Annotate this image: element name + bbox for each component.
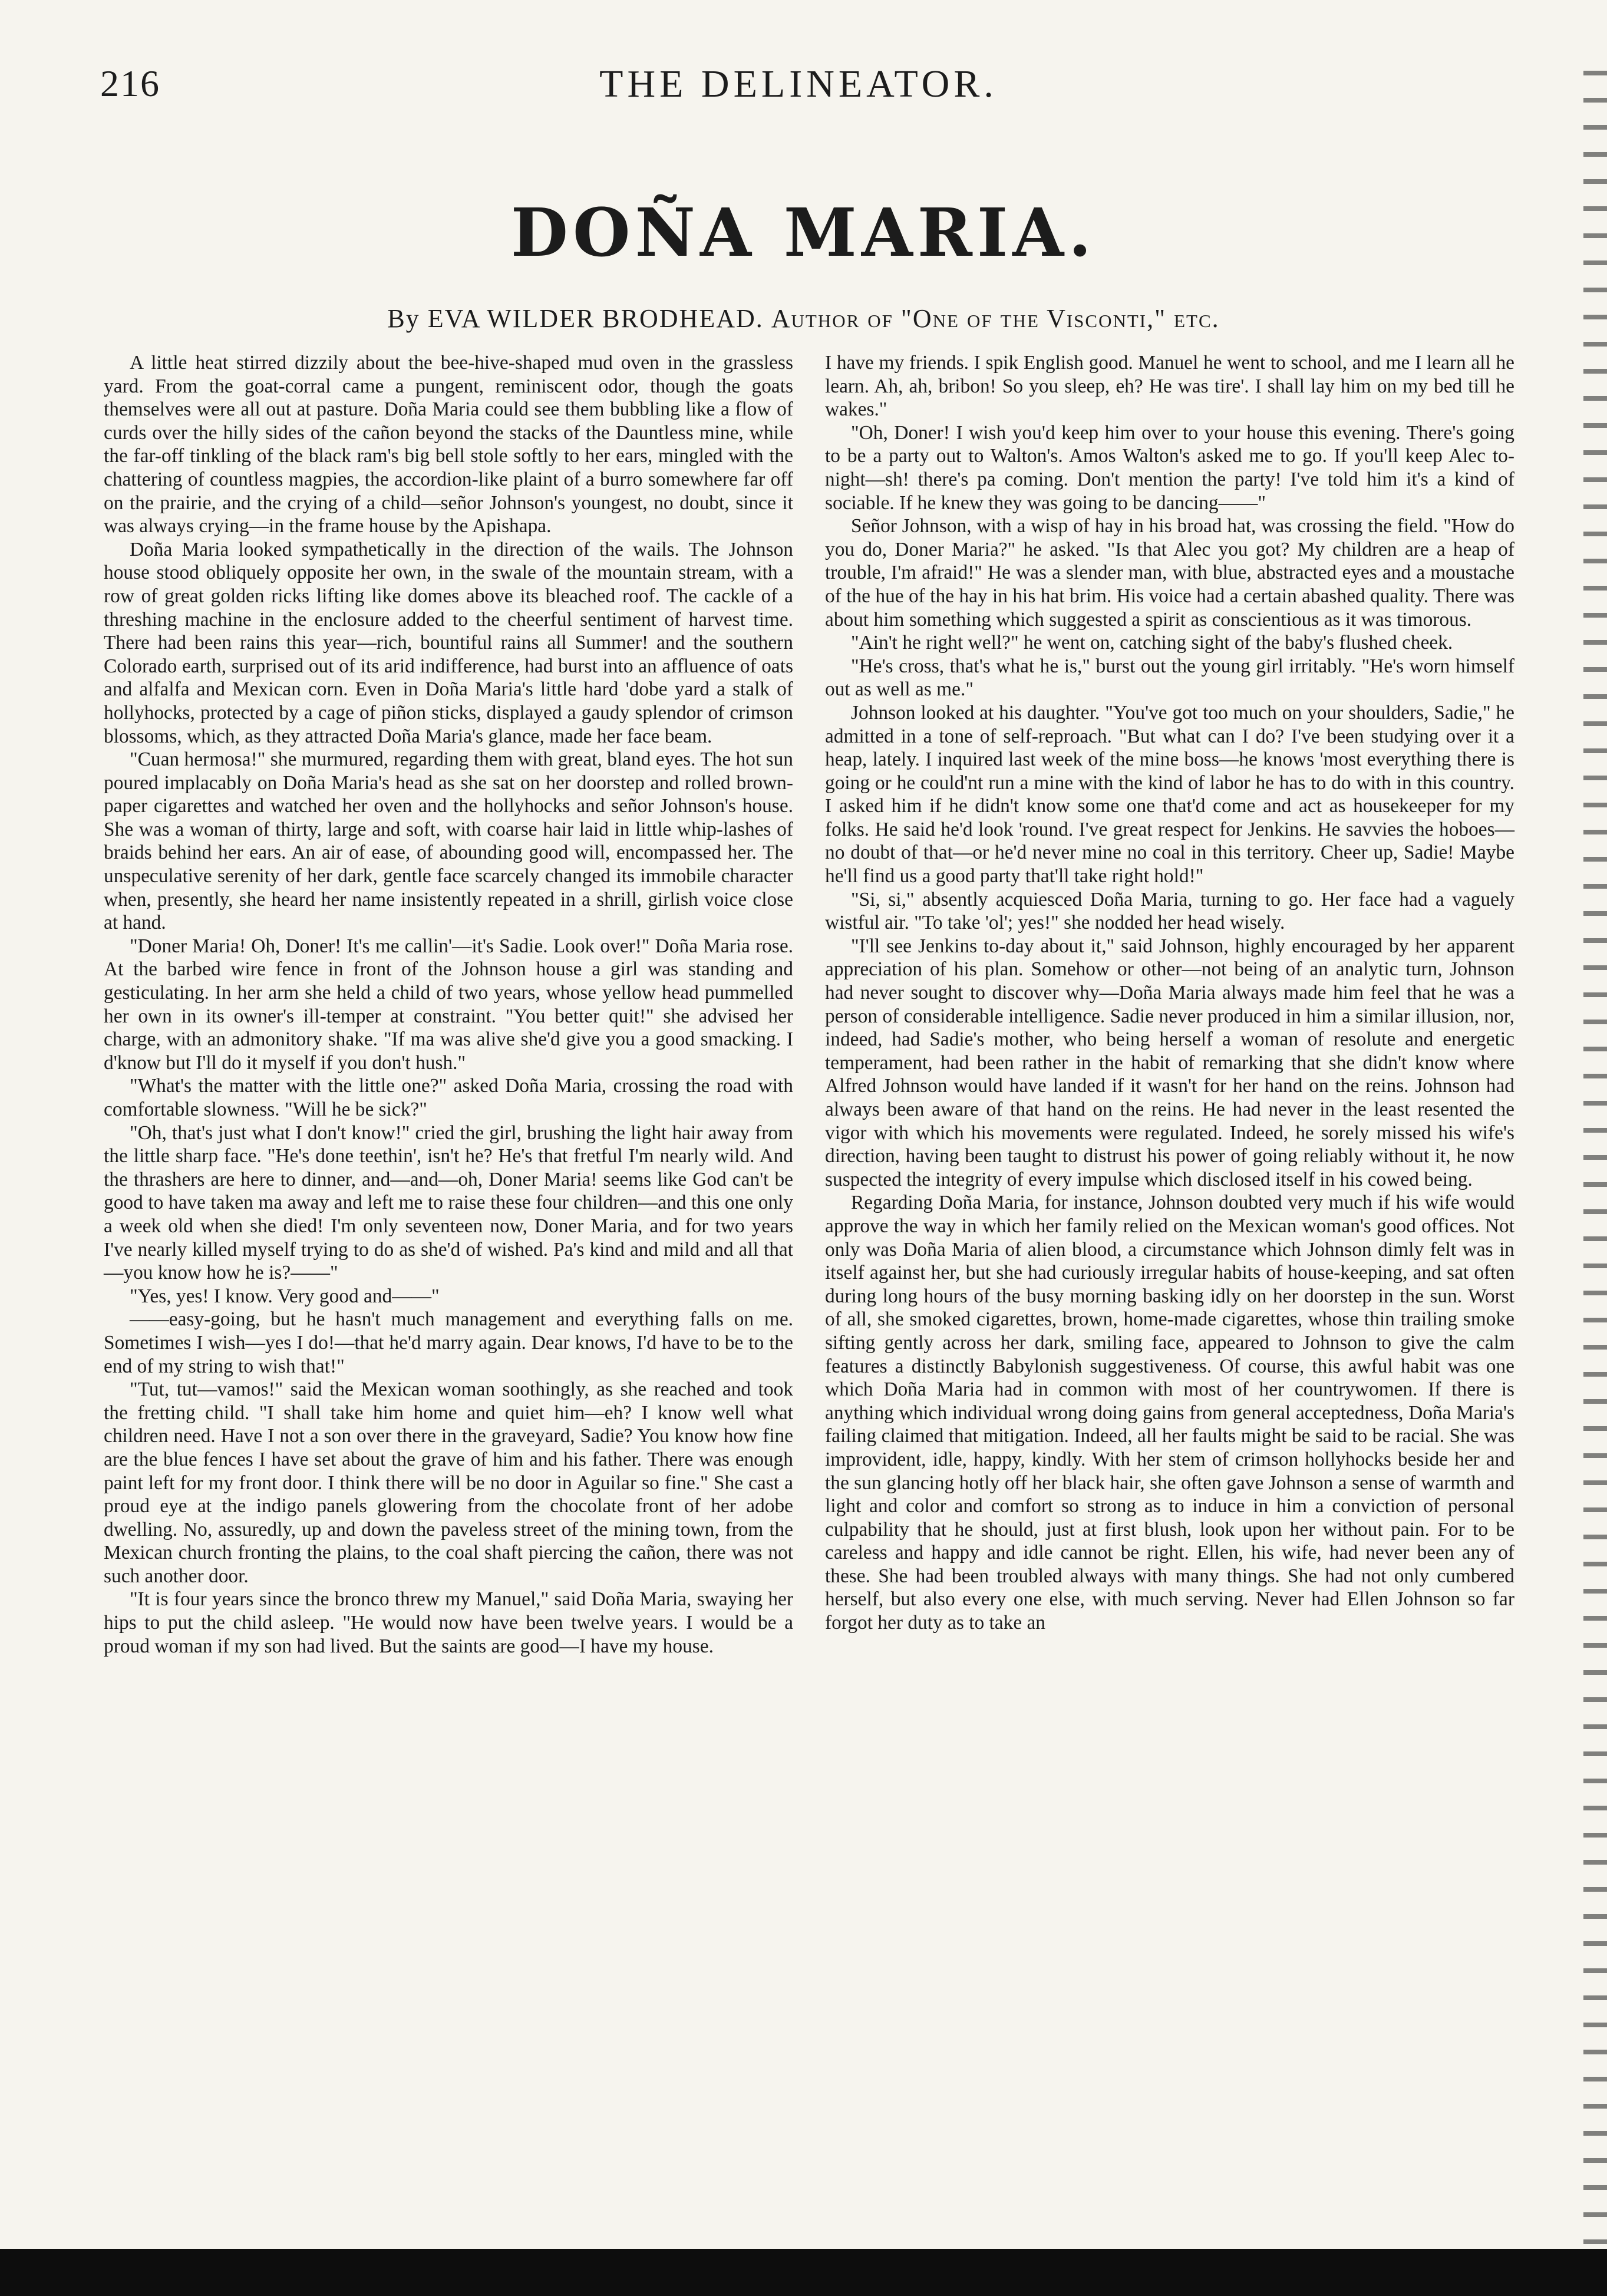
paragraph: "Doner Maria! Oh, Doner! It's me callin'—it's Sadie. Look over!" Doña Maria rose. At the barbed wire fence in front of the Johnson house a girl was standing and gesticulating. In her arm she held a child of two years, whose yellow head pummelled her own in its owner's ill-temper at constraint. "You better quit!" she advised her charge, with an admonitory shake. "If ma was alive she'd give you a good smacking. I d'know but I'll do it myself if you don't hush." xyxy=(104,935,793,1074)
scan-edge-marks xyxy=(1583,71,1607,2251)
scan-bottom-band xyxy=(0,2249,1607,2296)
paragraph: Johnson looked at his daughter. "You've got too much on your shoulders, Sadie," he admitted in a tone of self-reproach. "But what can I do? I've been studying over it a heap, lately. I inquired last week of the mine boss—he knows 'most everything there is going or he could'nt run a mine with the kind of labor he has to do with in this country. I asked him if he didn't know some one that'd come and act as housekeeper for my folks. He said he'd look 'round. I've great respect for Jenkins. He savvies the hoboes—no doubt of that—or he'd never mine no coal in this territory. Cheer up, Sadie! Maybe he'll find us a good party that'll take right hold!" xyxy=(825,701,1514,888)
paragraph: "He's cross, that's what he is," burst out the young girl irritably. "He's worn himself out as well as me." xyxy=(825,655,1514,701)
paragraph: ——easy-going, but he hasn't much management and everything falls on me. Sometimes I wish—yes I do!—that he'd marry again. Dear knows, I'd have to be to the end of my string to wish that!" xyxy=(104,1308,793,1377)
paragraph: "What's the matter with the little one?" asked Doña Maria, crossing the road with comfortable slowness. "Will he be sick?" xyxy=(104,1075,793,1120)
paragraph: "Ain't he right well?" he went on, catching sight of the baby's flushed cheek. xyxy=(851,632,1453,654)
paragraph: "Oh, Doner! I wish you'd keep him over to your house this evening. There's going to be a party out to Walton's. Amos Walton's asked me to go. If you'll keep Alec to-night—sh! there's pa coming. Don't mention the party! I've told him it's a kind of sociable. If he knew they was going to be dancing——" xyxy=(825,421,1514,514)
paragraph: "It is four years since the bronco threw my Manuel," said Doña Maria, swaying her hips to put the child asleep. "He would now have been twelve years. I would be a proud woman if my son had lived. But the saints are good—I have my house. xyxy=(104,1588,793,1657)
page-header xyxy=(100,62,1497,127)
paragraph: Señor Johnson, with a wisp of hay in his broad hat, was crossing the field. "How do you do, Doner Maria?" he asked. "Is that Alec you got? My children are a heap of trouble, I'm afraid!" He was a slender man, with blue, abstracted eyes and a moustache of the hue of the hay in his hat brim. His voice had a certain abashed quality. There was about him something which suggested a spirit as conscientious as it was timorous. xyxy=(825,515,1514,631)
right-column xyxy=(825,351,1514,1635)
paragraph: Regarding Doña Maria, for instance, Johnson doubted very much if his wife would approve the way in which her family relied on the Mexican woman's good offices. Not only was Doña Maria of alien blood, a circumstance which Johnson dimly felt was in itself against her, but she had curiously irregular habits of house-keeping, and sat often during long hours of the busy morning basking idly on her doorstep in the sun. Worst of all, she smoked cigarettes, brown, home-made cigarettes, whose thin trailing smoke sifting gently across her dark, smiling face, appeared to Johnson to give the calm features a distinctly Babylonish suggestiveness. Of course, this awful habit was one which Doña Maria had in common with most of her countrywomen. If there is anything which individual wrong doing gains from general acceptedness, Doña Maria's failing claimed that mitigation. Indeed, all her faults might be said to be racial. She was improvident, idle, happy, kindly. With her stem of crimson hollyhocks beside her and the sun glancing hotly off her black hair, she often gave Johnson a sense of warmth and light and color and comfort so strong as to induce in him a conviction of personal culpability that he should, just at first blush, look upon her without pain. For to be careless and happy and idle cannot be right. Ellen, his wife, had never been any of these. She had been troubled always with many things. She had not only cumbered herself, but also every one else, with much serving. Never had Ellen Johnson so far forgot her duty as to take an xyxy=(825,1192,1514,1634)
paragraph: "Oh, that's just what I don't know!" cried the girl, brushing the light hair away from the little sharp face. "He's done teethin', isn't he? He's that fretful I'm nearly wild. And the thrashers are here to dinner, and—and—oh, Doner Maria! seems like God can't be good to have taken ma away and left me to raise these four children—and this one only a week old when she died! I'm only seventeen now, Doner Maria, and for two years I've nearly killed myself trying to do as she'd of wished. Pa's kind and mild and all that—you know how he is?——" xyxy=(104,1121,793,1284)
byline-author: By EVA WILDER BRODHEAD. xyxy=(387,304,764,333)
paragraph: Doña Maria looked sympathetically in the direction of the wails. The Johnson house stood obliquely opposite her own, in the swale of the mountain stream, with a row of great golden ricks lifting like domes above its bleached roof. The cackle of a threshing machine in the enclosure added to the cheerful sentiment of harvest time. There had been rains this year—rich, bountiful rains all Summer! and the southern Colorado earth, surprised out of its arid indifference, had burst into an affluence of oats and alfalfa and Mexican corn. Even in Doña Maria's little hard 'dobe yard a stalk of hollyhocks, protected by a cage of piñon sticks, displayed a gaudy splendor of crimson blossoms, which, as they attracted Doña Maria's glance, made her face beam. xyxy=(104,538,793,747)
left-column xyxy=(104,351,793,1658)
paragraph: "Cuan hermosa!" she murmured, regarding them with great, bland eyes. The hot sun poured implacably on Doña Maria's head as she sat on her doorstep and rolled brown-paper cigarettes and watched her oven and the hollyhocks and señor Johnson's house. She was a woman of thirty, large and soft, with coarse hair laid in little whip-lashes of braids behind her ears. An air of ease, of abounding good will, encompassed her. The unspeculative serenity of her dark, gentle face scarcely changed its immobile character when, presently, she heard her name insistently repeated in a shrill, girlish voice close at hand. xyxy=(104,748,793,934)
page-number: 216 xyxy=(100,62,160,104)
paragraph: "Tut, tut—vamos!" said the Mexican woman soothingly, as she reached and took the fretting child. "I shall take him home and quiet him—eh? I know well what children need. Have I not a son over there in the graveyard, Sadie? You know how fine are the blue fences I have set about the grave of him and his father. There was enough paint left for my front door. I think there will be no door in Aguilar so fine." She cast a proud eye at the indigo panels glowering from the chocolate front of her adobe dwelling. No, assuredly, up and down the paveless street of the mining town, from the Mexican church fronting the plains, to the coal shaft piercing the cañon, there was not such another door. xyxy=(104,1378,793,1587)
paragraph: "Si, si," absently acquiesced Doña Maria, turning to go. Her face had a vaguely wistful air. "To take 'ol'; yes!" she nodded her head wisely. xyxy=(825,888,1514,934)
paragraph: "Yes, yes! I know. Very good and——" xyxy=(130,1285,440,1307)
running-title: THE DELINEATOR. xyxy=(599,62,998,105)
byline-credit: Author of "One of the Visconti," etc. xyxy=(771,304,1220,333)
article-title: DOÑA MARIA. xyxy=(510,194,1097,272)
paragraph-continued: I have my friends. I spik English good. Manuel he went to school, and me I learn all he learn. Ah, ah, bribon! So you sleep, eh? He was tire'. I shall lay him on my bed till he wakes." xyxy=(825,352,1514,421)
paragraph: A little heat stirred dizzily about the bee-hive-shaped mud oven in the grassless yard. From the goat-corral came a pungent, reminiscent odor, though the goats themselves were all out at pasture. Doña Maria could see them bubbling like a flow of curds over the hilly sides of the cañon beyond the stacks of the Dauntless mine, while the far-off tinkling of the black ram's big bell stole softly to her ears, mingled with the chattering of countless magpies, the accordion-like plaint of a burro somewhere far off on the prairie, and the crying of a child—señor Johnson's youngest, no doubt, since it was always crying—in the frame house by the Apishapa. xyxy=(104,352,793,537)
byline xyxy=(0,304,1607,334)
paragraph: "I'll see Jenkins to-day about it," said Johnson, highly encouraged by her apparent appreciation of his plan. Somehow or other—not being of an analytic turn, Johnson had never sought to discover why—Doña Maria always made him feel that he was a person of considerable intelligence. Sadie never produced in him a similar illusion, nor, indeed, had Sadie's mother, who being herself a woman of resolute and energetic temperament, had been rather in the habit of remarking that she didn't know where Alfred Johnson would have landed if it wasn't for her hand on the reins. Johnson had always been aware of that hand on the reins. He had never in the least resented the vigor with which his movements were regulated. Indeed, he sorely missed his wife's direction, having been taught to distrust his power of going reliably without it, he now suspected the integrity of every impulse which disclosed itself in his cowed being. xyxy=(825,935,1514,1190)
